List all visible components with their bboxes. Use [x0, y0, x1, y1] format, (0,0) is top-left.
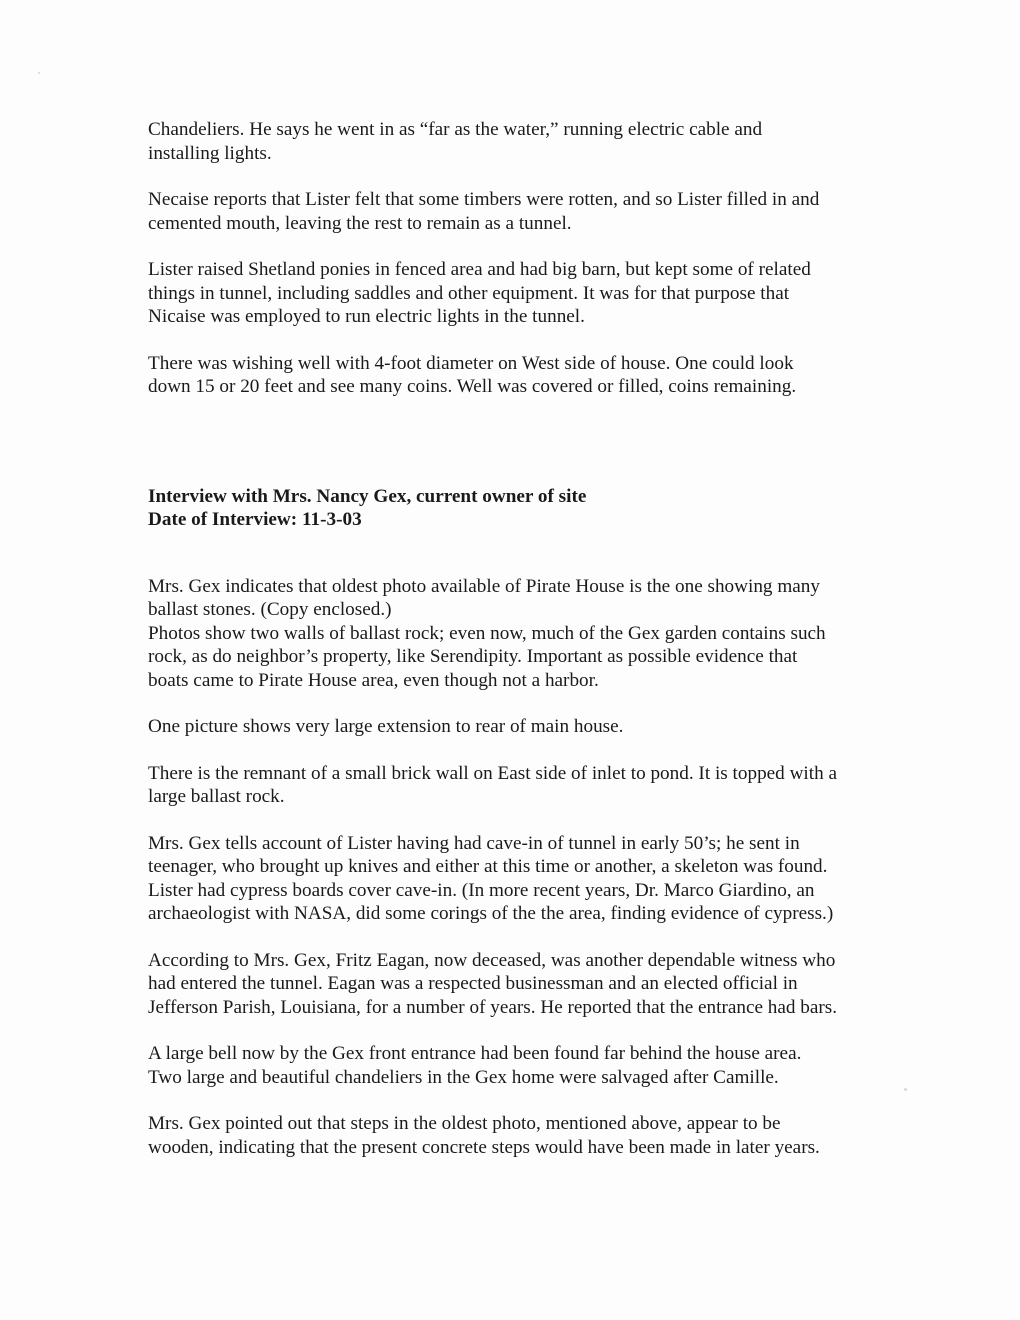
paragraph: Mrs. Gex tells account of Lister having had cave-in of tunnel in early 50’s; he sent in teenager, who brought up knives and either at this time or another, a skeleton was found. Lister had cypress boards cover cave-in. (In more recent years, Dr. Marco Giardino, an archaeologist with NASA, did some corings of the the area, finding evidence of cypress.) — [148, 832, 834, 924]
paragraph: Chandeliers. He says he went in as “far as the water,” running electric cable and installing lights. — [148, 119, 763, 164]
paragraph: There was wishing well with 4-foot diameter on West side of house. One could look down 15 or 20 feet and see many coins. Well was covered or filled, coins remaining. — [148, 352, 797, 397]
scan-speck — [38, 72, 40, 74]
interview-title: Interview with Mrs. Nancy Gex, current owner of site — [148, 485, 587, 507]
interview-date: Date of Interview: 11-3-03 — [148, 509, 362, 530]
paragraph: According to Mrs. Gex, Fritz Eagan, now deceased, was another dependable witness who had entered the tunnel. Eagan was a respected businessman and an elected official in Jefferson Parish, Louisiana, for a number of years. He reported that the entrance had bars. — [148, 949, 838, 1018]
paragraph: Mrs. Gex indicates that oldest photo available of Pirate House is the one showing many ballast stones. (Copy enclosed.) — [148, 575, 820, 620]
paragraph: Lister raised Shetland ponies in fenced area and had big barn, but kept some of related things in tunnel, including saddles and other equipment. It was for that purpose that Nicaise was employed to run electric lights in the tunnel. — [148, 259, 811, 327]
paragraph: Photos show two walls of ballast rock; even now, much of the Gex garden contains such rock, as do neighbor’s property, like Serendipity. Important as possible evidence that boats came to Pirate House area, even though not a harbor. — [148, 622, 826, 691]
interview-heading — [148, 485, 868, 532]
scan-speck — [904, 1088, 907, 1091]
paragraph: Mrs. Gex pointed out that steps in the oldest photo, mentioned above, appear to be wooden, indicating that the present concrete steps would have been made in later years. — [148, 1113, 820, 1158]
paragraph: One picture shows very large extension to rear of main house. — [148, 716, 624, 737]
paragraph: Necaise reports that Lister felt that some timbers were rotten, and so Lister filled in and cemented mouth, leaving the rest to remain as a tunnel. — [148, 189, 820, 234]
paragraph: There is the remnant of a small brick wall on East side of inlet to pond. It is topped with a large ballast rock. — [148, 762, 837, 807]
paragraph: A large bell now by the Gex front entrance had been found far behind the house area. Two large and beautiful chandeliers in the Gex home were salvaged after Camille. — [148, 1043, 802, 1088]
document-body — [148, 118, 868, 1182]
